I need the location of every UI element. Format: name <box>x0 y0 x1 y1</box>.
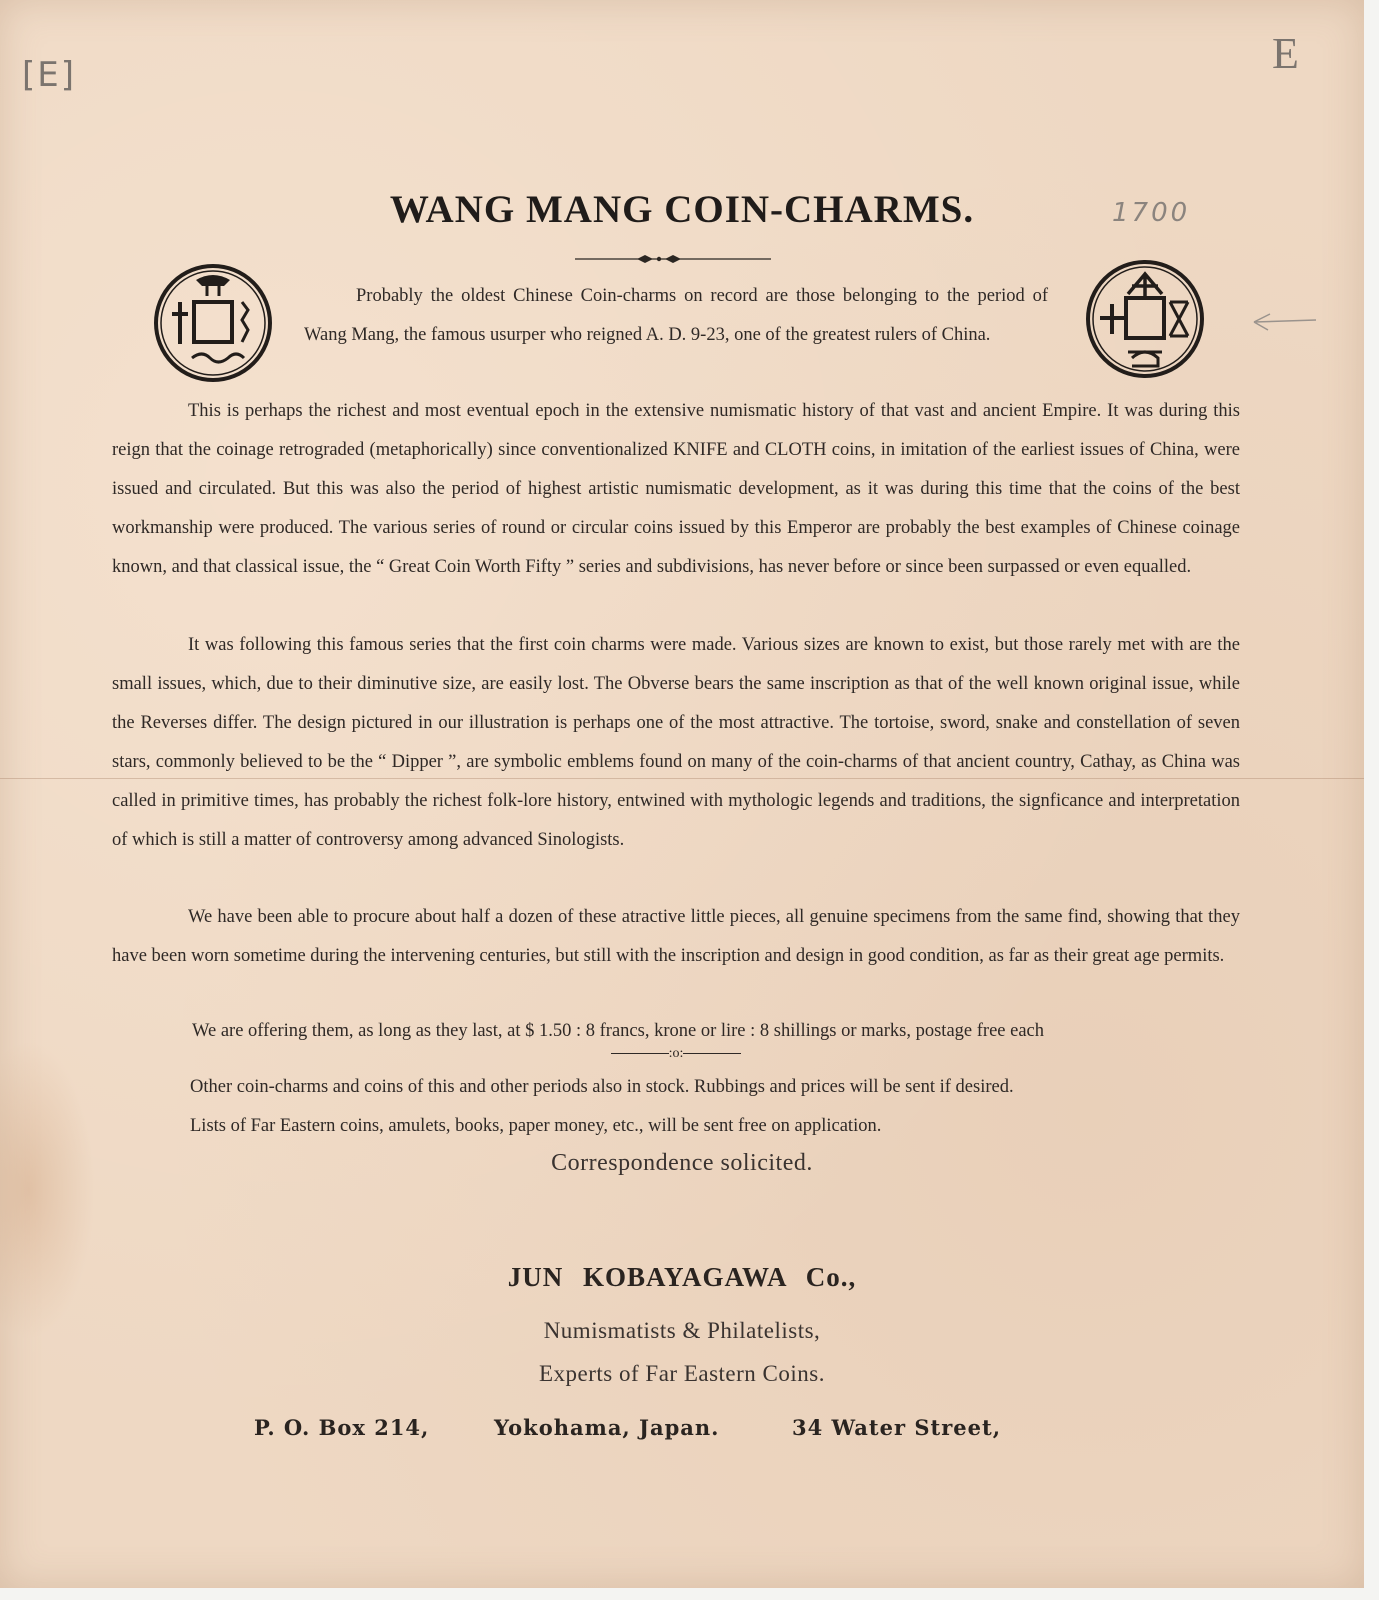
address-po-box: P. O. Box 214, <box>254 1415 430 1440</box>
water-stain <box>0 1040 95 1340</box>
divider-mark: :o: <box>668 1046 684 1061</box>
address-street: 34 Water Street, <box>792 1415 1001 1440</box>
ornament-divider-icon <box>575 252 771 266</box>
handwritten-number: 1700 <box>1112 198 1191 228</box>
body-paragraph-1: This is perhaps the richest and most eventual epoch in the extensive numismatic history of that vast and ancient Empire. It was during this reign that the coinage retrograded (metaphorically) since conventionalized KNIFE and CLOTH coins, in imitation of the earliest issues of China, were issued and circulated. But this was also the period of highest artistic numismatic development, as it was during this time that the coins of the best workmanship were produced. The various series of round or circular coins issued by this Emperor are probably the best examples of Chinese coinage known, and that classical issue, the “ Great Coin Worth Fifty ” series and subdivisions, has never before or since been surpassed or even equalled. <box>112 401 1240 577</box>
coin-obverse-icon <box>152 262 274 384</box>
section-divider <box>596 1046 756 1062</box>
handwritten-arrow-icon <box>1248 312 1318 332</box>
page-title: WANG MANG COIN-CHARMS. <box>389 188 975 231</box>
body-paragraph-3: We have been able to procure about half a dozen of these atractive little pieces, all genuine specimens from the same find, showing that they have been worn sometime during the intervening centuries, but still with the inscription and design in good condition, as far as their great age permits. <box>112 907 1240 966</box>
correspondence-line: Correspondence solicited. <box>551 1150 813 1176</box>
divider-line-right <box>683 1053 741 1054</box>
company-tagline-2: Experts of Far Eastern Coins. <box>539 1361 825 1386</box>
handwritten-right-mark: E <box>1272 29 1299 78</box>
price-offer: We are offering them, as long as they last, at $ 1.50 : 8 francs, krone or lire : 8 shillings or marks, postage free each <box>192 1021 1044 1041</box>
coin-reverse-icon <box>1084 258 1206 380</box>
handwritten-left-mark: [E] <box>22 55 77 95</box>
address-city: Yokohama, Japan. <box>494 1415 720 1440</box>
company-tagline-1: Numismatists & Philatelists, <box>543 1318 821 1343</box>
lists-note: Lists of Far Eastern coins, amulets, books, paper money, etc., will be sent free on application. <box>190 1116 882 1136</box>
other-stock-note: Other coin-charms and coins of this and other periods also in stock. Rubbings and prices will be sent if desired. <box>190 1077 1014 1097</box>
divider-line-left <box>611 1053 669 1054</box>
company-name: JUN KOBAYAGAWA Co., <box>507 1262 857 1292</box>
intro-paragraph: Probably the oldest Chinese Coin-charms on record are those belonging to the period of Wang Mang, the famous usurper who reigned A. D. 9-23, one of the greatest rulers of China. <box>304 286 1048 345</box>
body-paragraph-2: It was following this famous series that the first coin charms were made. Various sizes are known to exist, but those rarely met with are the small issues, which, due to their diminutive size, are easily lost. The Obverse bears the same inscription as that of the well known original issue, while the Reverses differ. The design pictured in our illustration is perhaps one of the most attractive. The tortoise, sword, snake and constellation of seven stars, commonly believed to be the “ Dipper ”, are symbolic emblems found on many of the coin-charms of that ancient country, Cathay, as China was called in primitive times, has probably the richest folk-lore history, entwined with mythologic legends and traditions, the signficance and interpretation of which is still a matter of controversy among advanced Sinologists. <box>112 635 1240 850</box>
